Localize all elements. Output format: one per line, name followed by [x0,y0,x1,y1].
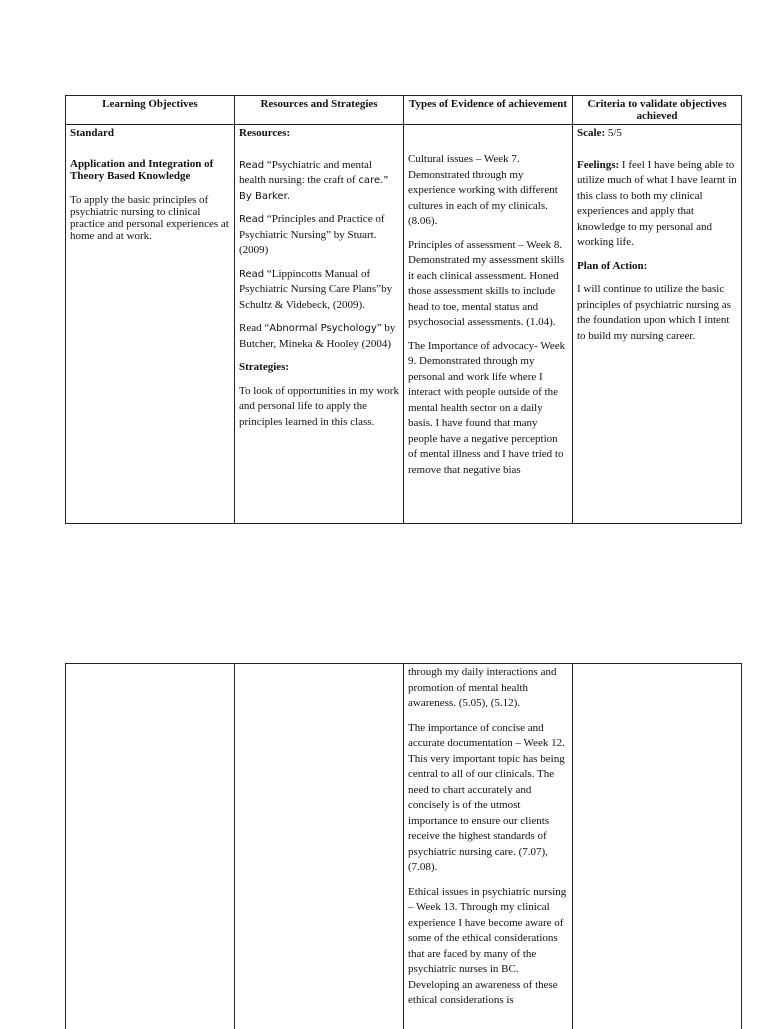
strategies-text: To look of opportunities in my work and personal life to apply the principles learned in this class. [239,384,399,431]
evidence-paragraph: Principles of assessment – Week 8. Demonstrated my assessment skills it each clinical assessment. Honed those assessment skills to include head to toe, mental status and psychosocial assessments. (1.04). [408,238,568,331]
plan-of-action-text: I will continue to utilize the basic principles of psychiatric nursing as the foundation upon which I intent to build my nursing career. [577,282,737,344]
criteria-cell-cont [573,664,742,1029]
header-criteria: Criteria to validate objectives achieved [573,96,742,125]
resource-item: Read “Abnormal Psychology” by Butcher, Mineka & Hooley (2004) [239,321,399,352]
evidence-cell [404,125,573,524]
standard-label: Standard [70,126,230,142]
evidence-paragraph: Cultural issues – Week 7. Demonstrated through my experience working with different cultures in each of my clinicals. (8.06). [408,152,568,230]
learning-objectives-cell [66,125,235,524]
learning-objectives-cell-cont [66,664,235,1029]
resources-heading: Resources: [239,126,399,142]
feelings-text: Feelings: I feel I have being able to utilize much of what I have learnt in this class to both my clinical experiences and apply that knowledge to my personal and working life. [577,158,737,251]
scale-line: Scale: 5/5 [577,126,737,142]
resource-item: Read “Lippincotts Manual of Psychiatric Nursing Care Plans”by Schultz & Videbeck, (2009). [239,267,399,314]
objective-title: Application and Integration of Theory Based Knowledge [70,158,230,182]
resource-item: Read “Psychiatric and mental health nursing: the craft of care.” By Barker. [239,158,399,205]
continuation-row [66,664,742,1029]
plan-of-action-heading: Plan of Action: [577,259,737,275]
header-resources-strategies: Resources and Strategies [235,96,404,125]
evidence-paragraph: The importance of concise and accurate documentation – Week 12. This very important topic has being central to all of our clinicals. The need to chart accurately and concisely is of the utmost importance to ensure our clients receive the highest standards of psychiatric nursing care. (7.07), (7.08). [408,721,568,876]
body-row [66,125,742,524]
learning-plan-table-page-2 [65,663,742,1029]
header-learning-objectives: Learning Objectives [66,96,235,125]
criteria-cell [573,125,742,524]
evidence-paragraph: The Importance of advocacy- Week 9. Demonstrated through my personal and work life where I interact with people outside of the mental health sector on a daily basis. I have found that many people have a negative perception of mental illness and I have tried to remove that negative bias [408,339,568,479]
resource-item: Read “Principles and Practice of Psychiatric Nursing” by Stuart.(2009) [239,212,399,259]
learning-plan-table-page-1 [65,95,742,524]
evidence-paragraph: Ethical issues in psychiatric nursing – Week 13. Through my clinical experience I have become aware of some of the ethical considerations that are faced by many of the psychiatric nurses in BC. Developing an awareness of these ethical considerations is [408,885,568,1009]
header-evidence: Types of Evidence of achievement [404,96,573,125]
strategies-heading: Strategies: [239,360,399,376]
evidence-paragraph: through my daily interactions and promotion of mental health awareness. (5.05), (5.12). [408,665,568,712]
header-row [66,96,742,125]
resources-strategies-cell-cont [235,664,404,1029]
objective-text: To apply the basic principles of psychiatric nursing to clinical practice and personal experiences at home and at work. [70,194,230,242]
evidence-cell-cont [404,664,573,1029]
resources-strategies-cell [235,125,404,524]
